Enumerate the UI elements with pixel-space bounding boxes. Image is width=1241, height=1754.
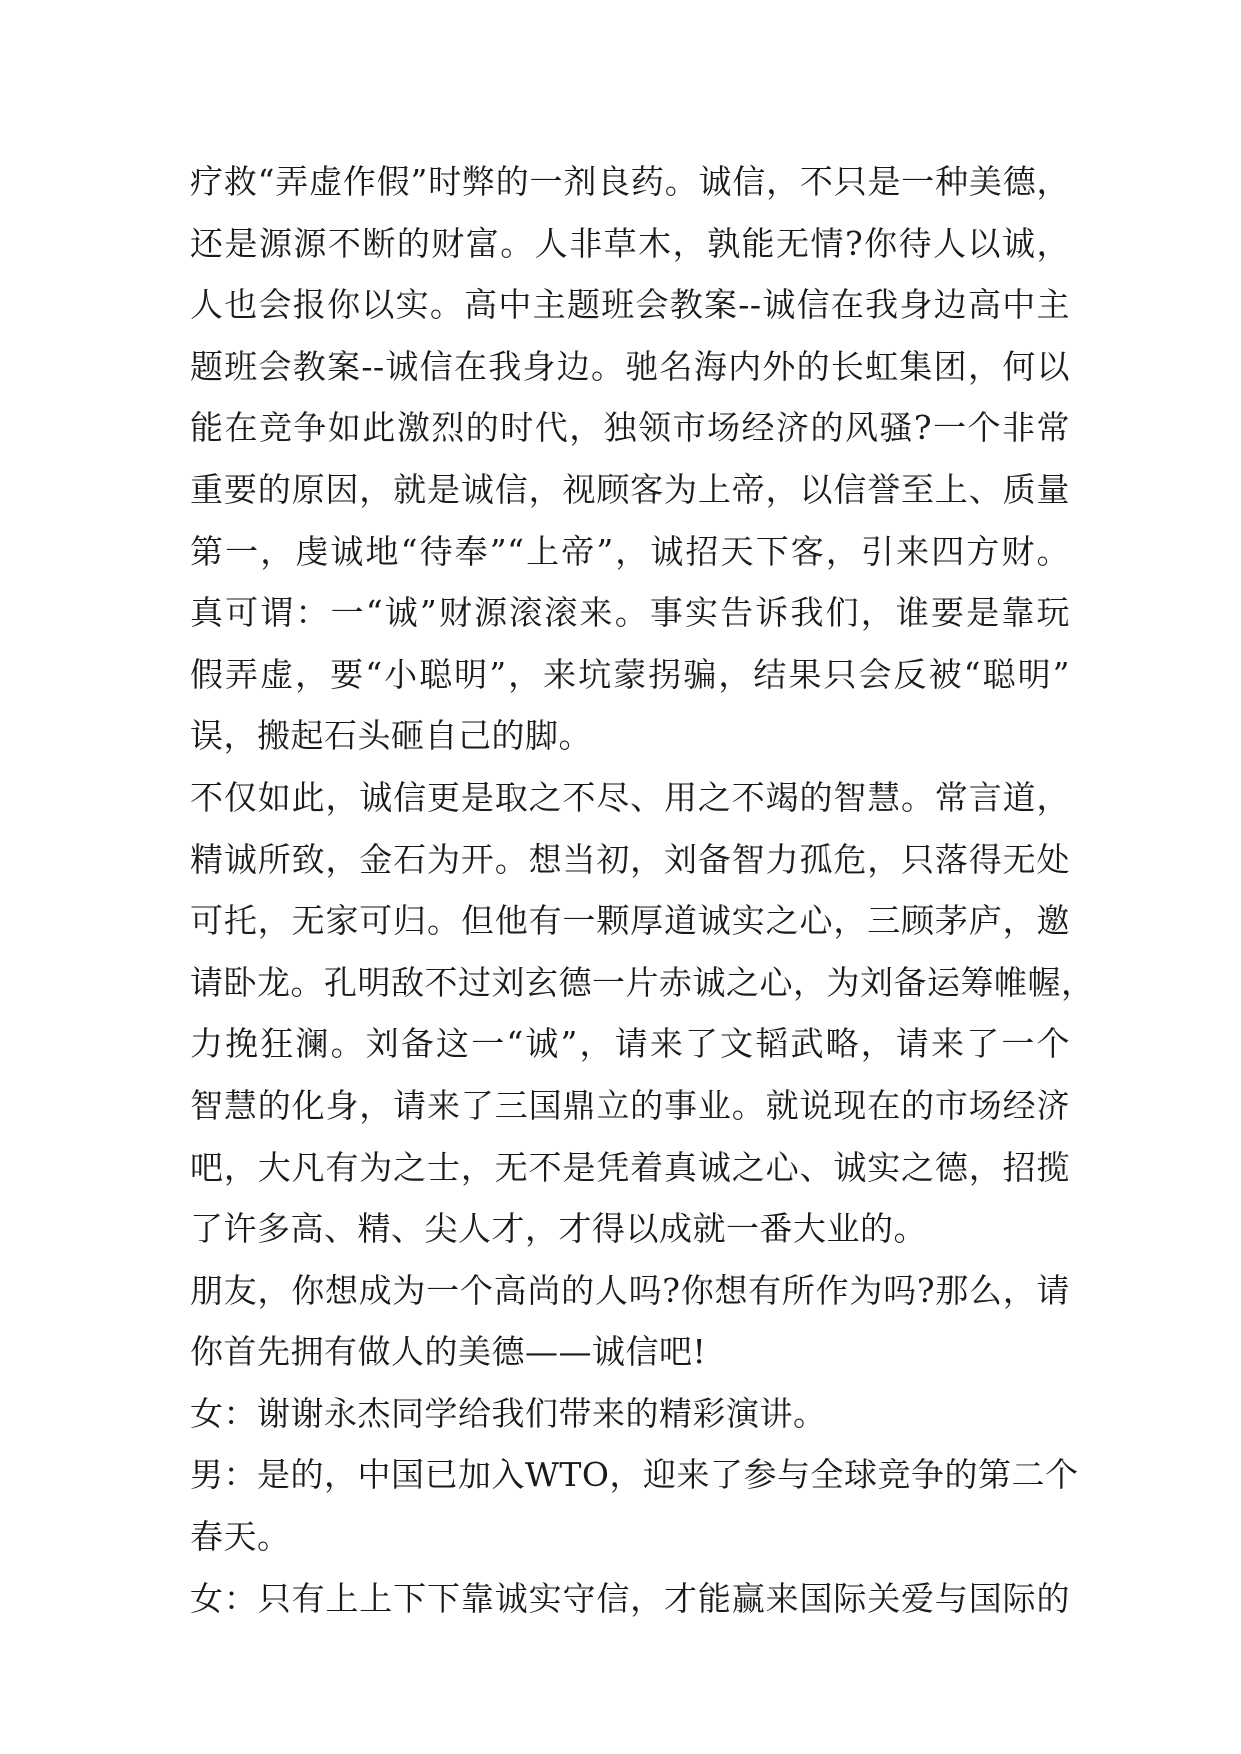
text-line: 真可谓：一“诚”财源滚滚来。事实告诉我们，谁要是靠玩 (190, 593, 1070, 633)
text-line: 你首先拥有做人的美德——诚信吧! (190, 1332, 707, 1372)
text-line: 吧，大凡有为之士，无不是凭着真诚之心、诚实之德，招揽 (190, 1147, 1070, 1187)
text-line: 请卧龙。孔明敌不过刘玄德一片赤诚之心，为刘备运筹帷幄， (190, 962, 1095, 1002)
text-line: 不仅如此，诚信更是取之不尽、用之不竭的智慧。常言道， (190, 777, 1070, 817)
text-line: 还是源源不断的财富。人非草木，孰能无情?你待人以诚， (190, 223, 1070, 263)
document-body (190, 151, 1095, 1629)
text-line: 误，搬起石头砸自己的脚。 (190, 716, 592, 756)
text-line: 精诚所致，金石为开。想当初，刘备智力孤危，只落得无处 (190, 839, 1070, 879)
text-line: 力挽狂澜。刘备这一“诚”，请来了文韬武略，请来了一个 (190, 1024, 1070, 1064)
text-line: 春天。 (190, 1517, 291, 1557)
text-line: 智慧的化身，请来了三国鼎立的事业。就说现在的市场经济 (190, 1085, 1070, 1125)
text-line: 能在竞争如此激烈的时代，独领市场经济的风骚?一个非常 (190, 408, 1070, 448)
text-line: 第一，虔诚地“待奉”“上帝”，诚招天下客，引来四方财。 (190, 531, 1070, 571)
text-line: 可托，无家可归。但他有一颗厚道诚实之心，三顾茅庐，邀 (190, 901, 1070, 941)
text-line: 假弄虚，要“小聪明”，来坑蒙拐骗，结果只会反被“聪明” (190, 654, 1070, 694)
text-line: 朋友，你想成为一个高尚的人吗?你想有所作为吗?那么，请 (190, 1270, 1070, 1310)
text-line: 男：是的，中国已加入WTO，迎来了参与全球竞争的第二个 (190, 1455, 1079, 1495)
text-line: 题班会教案--诚信在我身边。驰名海内外的长虹集团，何以 (190, 346, 1070, 386)
text-line: 疗救“弄虚作假”时弊的一剂良药。诚信，不只是一种美德， (190, 162, 1070, 201)
text-line: 女：只有上上下下靠诚实守信，才能赢来国际关爱与国际的 (190, 1578, 1070, 1618)
text-line: 重要的原因，就是诚信，视顾客为上帝，以信誉至上、质量 (190, 469, 1070, 509)
text-line: 了许多高、精、尖人才，才得以成就一番大业的。 (190, 1209, 927, 1249)
text-line: 女：谢谢永杰同学给我们带来的精彩演讲。 (190, 1393, 827, 1433)
text-line: 人也会报你以实。高中主题班会教案--诚信在我身边高中主 (190, 285, 1070, 325)
